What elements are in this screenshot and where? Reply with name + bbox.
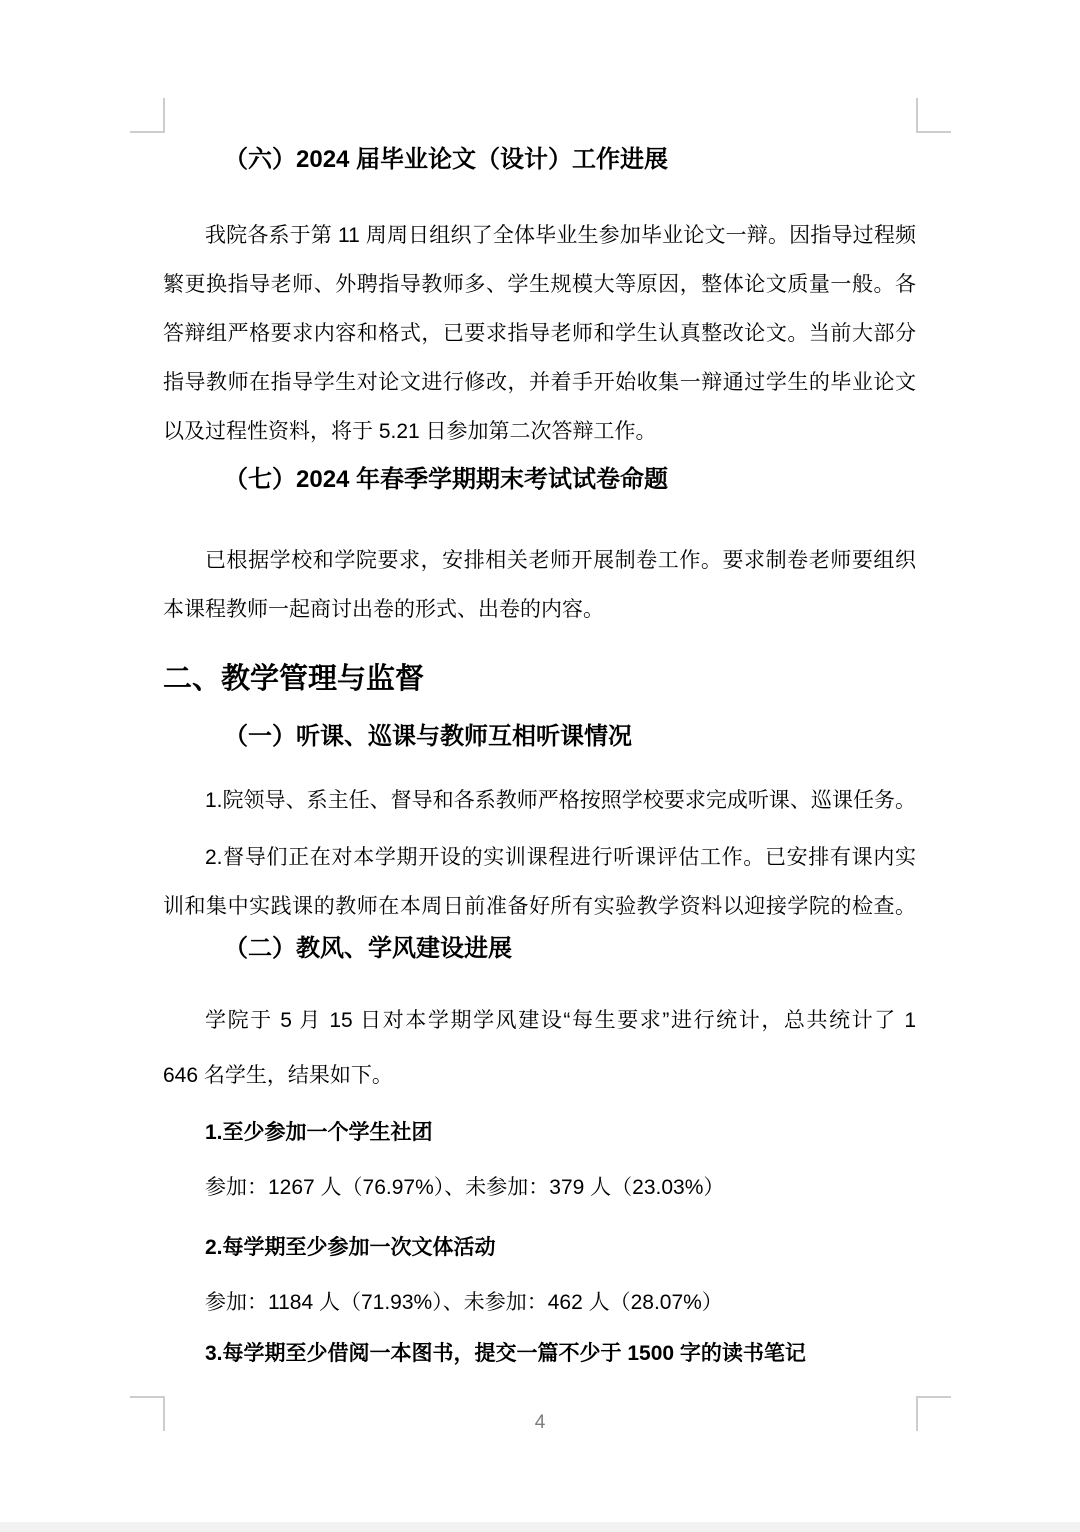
text-line: 本课程教师一起商讨出卷的形式、出卷的内容。 [163,598,604,621]
page-number: 4 [534,1412,546,1433]
paragraph-listening-item-2 [163,833,916,931]
paragraph-thesis-progress [163,211,916,456]
margin-mark-top-right-icon [916,98,951,133]
paragraph-exam-papers [163,536,916,634]
heading-section-7: （七）2024 年春季学期期末考试试卷命题 [224,466,669,493]
text-line: 学院于 5 月 15 日对本学期学风建设“每生要求”进行统计，总共统计了 1 [205,1009,916,1032]
stat-value-club: 参加：1267 人（76.97%）、未参加：379 人（23.03%） [205,1176,725,1199]
paragraph-listening-item-1 [163,776,916,825]
paragraph-style-survey-intro [163,993,916,1103]
document-content [163,0,916,1378]
text-line: 繁更换指导老师、外聘指导教师多、学生规模大等原因，整体论文质量一般。各 [163,273,916,296]
text-line: 以及过程性资料，将于 5.21 日参加第二次答辩工作。 [163,420,657,443]
stat-value-activity: 参加：1184 人（71.93%）、未参加：462 人（28.07%） [205,1291,723,1314]
text-line: 1.院领导、系主任、督导和各系教师严格按照学校要求完成听课、巡课任务。 [205,789,916,812]
text-line: 训和集中实践课的教师在本周日前准备好所有实验教学资料以迎接学院的检查。 [163,895,916,918]
heading-sub-1: （一）听课、巡课与教师互相听课情况 [224,723,632,750]
heading-chapter-2: 二、教学管理与监督 [163,663,425,695]
text-line: 指导教师在指导学生对论文进行修改，并着手开始收集一辩通过学生的毕业论文 [163,371,916,394]
stat-label-reading: 3.每学期至少借阅一本图书，提交一篇不少于 1500 字的读书笔记 [205,1342,806,1365]
heading-section-6: （六）2024 届毕业论文（设计）工作进展 [224,146,669,173]
page-edge-strip [0,1522,1080,1532]
text-line: 2.督导们正在对本学期开设的实训课程进行听课评估工作。已安排有课内实 [205,846,916,869]
text-line: 答辩组严格要求内容和格式，已要求指导老师和学生认真整改论文。当前大部分 [163,322,916,345]
heading-sub-2: （二）教风、学风建设进展 [224,935,512,962]
text-line: 我院各系于第 11 周周日组织了全体毕业生参加毕业论文一辩。因指导过程频 [205,224,916,247]
stat-label-activity: 2.每学期至少参加一次文体活动 [205,1236,496,1259]
margin-mark-top-left-icon [130,98,165,133]
text-line: 646 名学生，结果如下。 [163,1064,393,1087]
stat-label-club: 1.至少参加一个学生社团 [205,1121,433,1144]
text-line: 已根据学校和学院要求，安排相关老师开展制卷工作。要求制卷老师要组织 [205,549,916,572]
